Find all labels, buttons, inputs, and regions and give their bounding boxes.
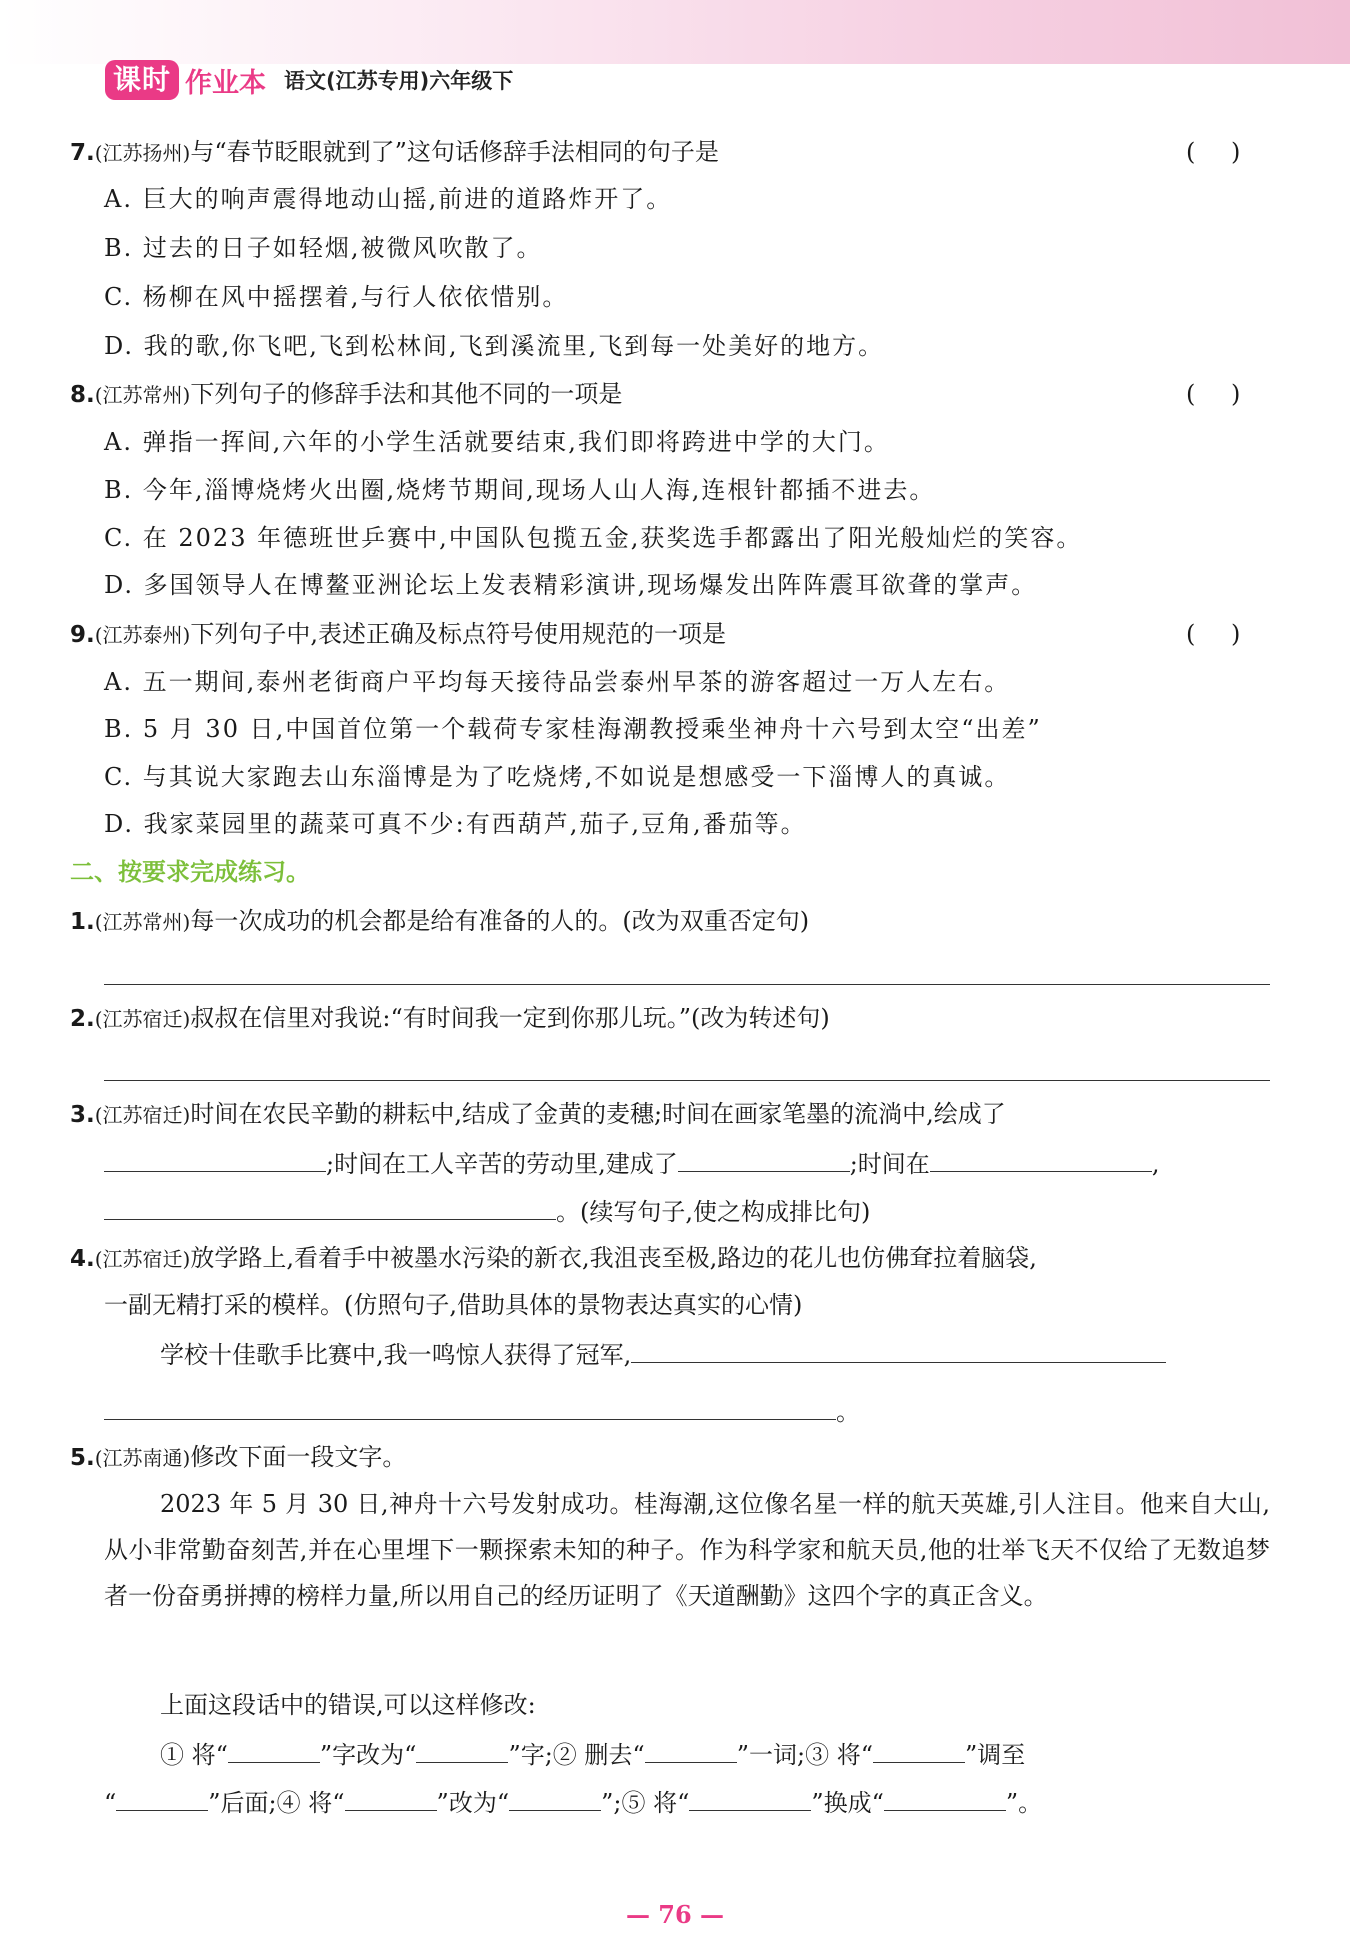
header: [105, 60, 513, 100]
exercise-4-line-3: 学校十佳歌手比赛中,我一鸣惊人获得了冠军,: [160, 1336, 1166, 1372]
option-9c: C. 与其说大家跑去山东淄博是为了吃烧烤,不如说是想感受一下淄博人的真诚。: [104, 763, 1011, 791]
blank-5c[interactable]: [645, 1736, 737, 1763]
blank-3a[interactable]: [104, 1145, 326, 1172]
exercise-4-line-4: 。: [104, 1393, 860, 1429]
blank-5h[interactable]: [689, 1784, 811, 1811]
blank-5a[interactable]: [228, 1736, 320, 1763]
answer-line-1[interactable]: [104, 984, 1270, 985]
blank-5f[interactable]: [345, 1784, 437, 1811]
exercise-3: 3.(江苏宿迁)时间在农民辛勤的耕耘中,结成了金黄的麦穗;时间在画家笔墨的流淌中,绘成了: [70, 1100, 1006, 1128]
option-9a: A. 五一期间,泰州老街商户平均每天接待品尝泰州早茶的游客超过一万人左右。: [104, 668, 1011, 696]
blank-3d[interactable]: [104, 1193, 556, 1220]
exercise-4: 4.(江苏宿迁)放学路上,看着手中被墨水污染的新衣,我沮丧至极,路边的花儿也仿佛耷拉着脑袋,: [70, 1244, 1037, 1272]
blank-5i[interactable]: [884, 1784, 1006, 1811]
blank-3b[interactable]: [678, 1145, 850, 1172]
exercise-1: 1.(江苏常州)每一次成功的机会都是给有准备的人的。(改为双重否定句): [70, 907, 810, 935]
question-8: 8.(江苏常州)下列句子的修辞手法和其他不同的一项是: [70, 380, 623, 408]
question-7: 7.(江苏扬州)与“春节眨眼就到了”这句话修辞手法相同的句子是: [70, 138, 719, 166]
header-band: [0, 0, 1350, 64]
option-7c: C. 杨柳在风中摇摆着,与行人依依惜别。: [104, 283, 569, 311]
answer-paren-9[interactable]: ( ): [1186, 620, 1241, 648]
blank-4a[interactable]: [631, 1336, 1166, 1363]
exercise-3-line-3: 。(续写句子,使之构成排比句): [104, 1193, 870, 1229]
section-heading: 二、按要求完成练习。: [70, 858, 310, 886]
option-8d: D. 多国领导人在博鳌亚洲论坛上发表精彩演讲,现场爆发出阵阵震耳欲聋的掌声。: [104, 571, 1038, 599]
option-7d: D. 我的歌,你飞吧,飞到松林间,飞到溪流里,飞到每一处美好的地方。: [104, 332, 885, 360]
option-7b: B. 过去的日子如轻烟,被微风吹散了。: [104, 234, 543, 262]
subject-title: 语文(江苏专用)六年级下: [284, 69, 514, 93]
blank-3c[interactable]: [930, 1145, 1152, 1172]
answer-paren-7[interactable]: ( ): [1186, 138, 1241, 166]
option-8a: A. 弹指一挥间,六年的小学生活就要结束,我们即将跨进中学的大门。: [104, 428, 890, 456]
blank-5e[interactable]: [116, 1784, 208, 1811]
exercise-2: 2.(江苏宿迁)叔叔在信里对我说:“有时间我一定到你那儿玩。”(改为转述句): [70, 1004, 830, 1032]
option-7a: A. 巨大的响声震得地动山摇,前进的道路炸开了。: [104, 185, 673, 213]
blank-5g[interactable]: [509, 1784, 601, 1811]
blank-4b[interactable]: [104, 1393, 836, 1420]
option-8b: B. 今年,淄博烧烤火出圈,烧烤节期间,现场人山人海,连根针都插不进去。: [104, 476, 936, 504]
option-9d: D. 我家菜园里的蔬菜可真不少:有西葫芦,茄子,豆角,番茄等。: [104, 810, 807, 838]
option-9b: B. 5 月 30 日,中国首位第一个载荷专家桂海潮教授乘坐神舟十六号到太空“出差”: [104, 715, 1042, 743]
revision-line-2: “ ”后面;④ 将“ ”改为“ ”;⑤ 将“ ”换成“ ”。: [104, 1784, 1042, 1820]
option-8c: C. 在 2023 年德班世乒赛中,中国队包揽五金,获奖选手都露出了阳光般灿烂的笑容。: [104, 524, 1083, 552]
page-number: — 76 —: [625, 1900, 725, 1929]
exercise-5: 5.(江苏南通)修改下面一段文字。: [70, 1443, 407, 1471]
revision-intro: 上面这段话中的错误,可以这样修改:: [160, 1691, 536, 1719]
answer-paren-8[interactable]: ( ): [1186, 380, 1241, 408]
passage: 2023 年 5 月 30 日,神舟十六号发射成功。桂海潮,这位像名星一样的航天英雄,引人注目。他来自大山,从小非常勤奋刻苦,并在心里埋下一颗探索未知的种子。作为科学家和航天员,他的壮举飞天不仅给了无数追梦者一份奋勇拼搏的榜样力量,所以用自己的经历证明了《天道酬勤》这四个字的真正含义。: [104, 1490, 1270, 1610]
exercise-4-line-2: 一副无精打采的模样。(仿照句子,借助具体的景物表达真实的心情): [104, 1291, 803, 1319]
blank-5d[interactable]: [873, 1736, 965, 1763]
logo-text: 作业本: [185, 67, 267, 99]
exercise-3-line-2: ;时间在工人辛苦的劳动里,建成了 ;时间在 ,: [104, 1145, 1159, 1181]
blank-5b[interactable]: [416, 1736, 508, 1763]
question-9: 9.(江苏泰州)下列句子中,表述正确及标点符号使用规范的一项是: [70, 620, 726, 648]
revision-line-1: ① 将“ ”字改为“ ”字;② 删去“ ”一词;③ 将“ ”调至: [160, 1736, 1025, 1772]
logo-badge: 课时: [105, 60, 179, 100]
answer-line-2[interactable]: [104, 1080, 1270, 1081]
